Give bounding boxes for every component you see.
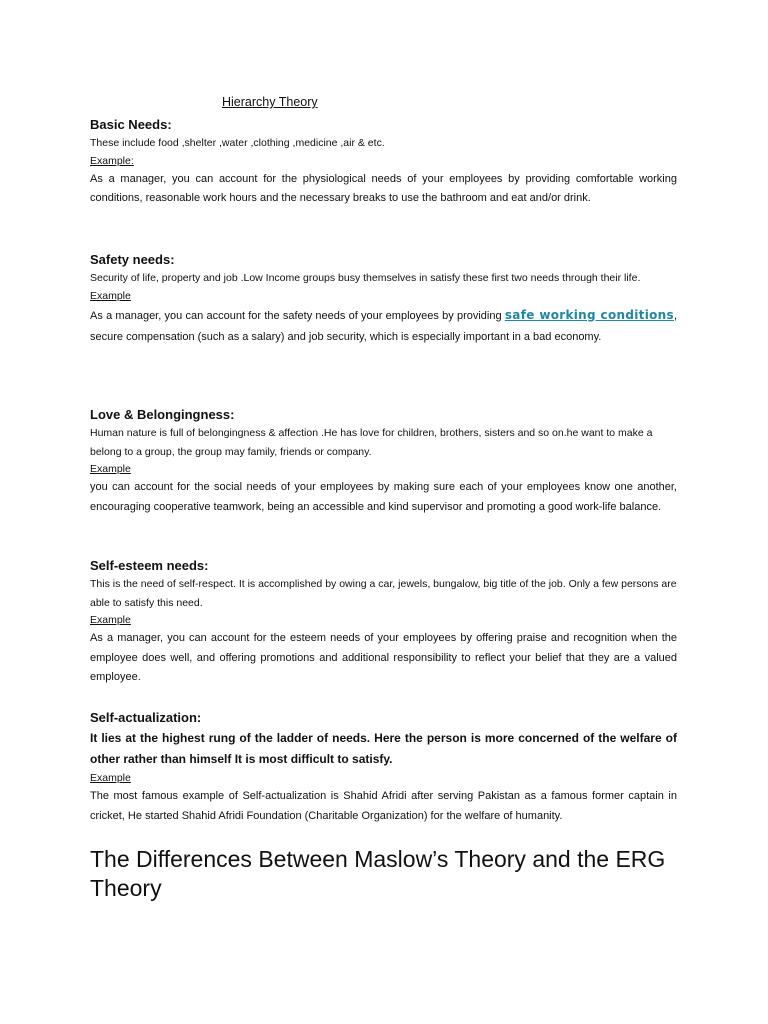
example-text: The most famous example of Self-actualization is Shahid Afridi after serving Pakistan as a famous former captain in cricket, He started Shahid Afridi Foundation (Charitable Organization) for the welfare of humanity. (90, 790, 677, 822)
section-self-actualization (90, 710, 677, 826)
section-description: This is the need of self-respect. It is accomplished by owing a car, jewels, bungalow, big title of the job. Only a few persons are able to satisfy this need. (90, 578, 677, 609)
example-text-after: , secure compensation (such as a salary) and job security, which is especially important in a bad economy. (90, 309, 677, 343)
section-description: These include food ,shelter ,water ,clothing ,medicine ,air & etc. (90, 137, 385, 149)
example-text: As a manager, you can account for the esteem needs of your employees by offering praise and recognition when the employee does well, and offering promotions and additional responsibility to reflect your belief that they are a valued employee. (90, 632, 677, 683)
example-label: Example (90, 614, 131, 626)
section-heading: Safety needs: (90, 252, 175, 267)
section-description: Security of life, property and job .Low Income groups busy themselves in satisfy these first two needs through their life. (90, 272, 641, 284)
example-label: Example (90, 289, 131, 302)
section-basic-needs (90, 117, 677, 209)
safe-working-conditions-link[interactable]: safe working conditions (504, 307, 674, 322)
example-text: As a manager, you can account for the physiological needs of your employees by providing comfortable working conditions, reasonable work hours and the necessary breaks to use the bathroom and eat and/or drink. (90, 172, 677, 204)
example-label: Example (90, 463, 131, 475)
section-description: It lies at the highest rung of the ladder of needs. Here the person is more concerned of the welfare of other rather than himself It is most difficult to satisfy. (90, 731, 677, 766)
section-heading: Basic Needs: (90, 117, 172, 132)
section-heading: Self-actualization: (90, 710, 202, 725)
section-safety-needs (90, 252, 677, 348)
document-title: Hierarchy Theory (222, 95, 318, 109)
example-text (90, 305, 677, 348)
example-label: Example (90, 772, 131, 784)
example-label: Example: (90, 154, 134, 167)
section-description: Human nature is full of belongingness & affection .He has love for children, brothers, sisters and so on.he want to make a belong to a group, the group may family, friends or company. (90, 427, 653, 458)
section-love-belongingness (90, 407, 677, 517)
section-heading: Self-esteem needs: (90, 558, 209, 573)
example-text-before: As a manager, you can account for the safety needs of your employees by providing (90, 309, 505, 322)
section-self-esteem (90, 558, 677, 688)
section-heading: Love & Belongingness: (90, 407, 235, 422)
example-text: you can account for the social needs of your employees by making sure each of your employees know one another, encouraging cooperative teamwork, being an accessible and kind supervisor and promoting a good work-life balance. (90, 481, 677, 513)
maslow-erg-heading: The Differences Between Maslow’s Theory and the ERG Theory (90, 846, 666, 901)
